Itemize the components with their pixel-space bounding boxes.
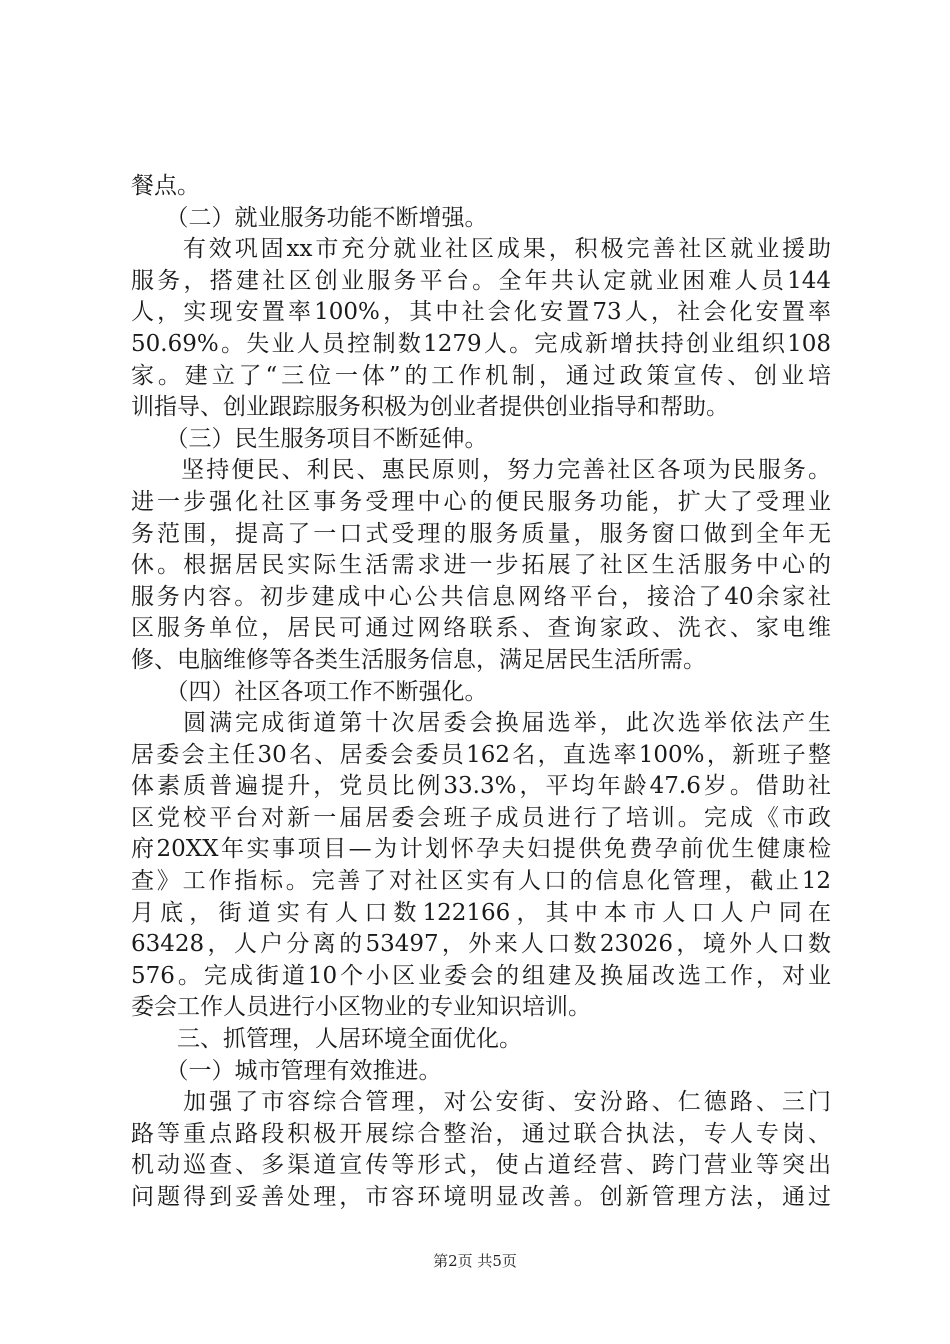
text-line: 有效巩固xx市充分就业社区成果，积极完善社区就业援助 — [131, 236, 831, 263]
text-line: 问题得到妥善处理，市容环境明显改善。创新管理方法，通过 — [131, 1184, 831, 1210]
text-line: 修、电脑维修等各类生活服务信息，满足居民生活所需。 — [131, 646, 706, 673]
text-line: 区党校平台对新一届居委会班子成员进行了培训。完成《市政 — [131, 804, 831, 831]
text-line: 路等重点路段积极开展综合整治，通过联合执法，专人专岗、 — [131, 1120, 831, 1147]
text-line: 训指导、创业跟踪服务积极为创业者提供创业指导和帮助。 — [131, 394, 729, 421]
page-footer — [0, 1250, 950, 1271]
document-body — [131, 171, 831, 1214]
text-line: 居委会主任30名、居委会委员162名，直选率100%，新班子整 — [131, 741, 831, 768]
text-line: 服务内容。初步建成中心公共信息网络平台，接洽了40余家社 — [131, 583, 831, 610]
text-line: 576。完成街道10个小区业委会的组建及换届改选工作，对业 — [131, 962, 831, 989]
text-line: （三）民生服务项目不断延伸。 — [131, 425, 488, 452]
text-line: 圆满完成街道第十次居委会换届选举，此次选举依法产生 — [131, 710, 831, 737]
text-line: 63428，人户分离的53497，外来人口数23026，境外人口数 — [131, 931, 831, 958]
text-line: 餐点。 — [131, 173, 200, 199]
text-line: 休。根据居民实际生活需求进一步拓展了社区生活服务中心的 — [131, 552, 831, 579]
text-line: 务范围，提高了一口式受理的服务质量，服务窗口做到全年无 — [131, 520, 831, 547]
text-line: 服务，搭建社区创业服务平台。全年共认定就业困难人员144 — [131, 267, 831, 294]
text-line: 进一步强化社区事务受理中心的便民服务功能，扩大了受理业 — [131, 488, 831, 515]
text-line: 人，实现安置率100%，其中社会化安置73人，社会化安置率 — [131, 299, 831, 326]
text-line: 加强了市容综合管理，对公安街、安汾路、仁德路、三门 — [131, 1089, 831, 1116]
text-line: 区服务单位，居民可通过网络联系、查询家政、洗衣、家电维 — [131, 615, 831, 642]
text-line: 委会工作人员进行小区物业的专业知识培训。 — [131, 994, 591, 1021]
text-line: 体素质普遍提升，党员比例33.3%，平均年龄47.6岁。借助社 — [131, 773, 831, 800]
text-line: 坚持便民、利民、惠民原则，努力完善社区各项为民服务。 — [131, 457, 831, 484]
text-line: 三、抓管理，人居环境全面优化。 — [131, 1026, 522, 1053]
text-line: （二）就业服务功能不断增强。 — [131, 204, 488, 231]
text-line: 50.69%。失业人员控制数1279人。完成新增扶持创业组织108 — [131, 330, 831, 357]
text-line: 月底，街道实有人口数122166，其中本市人口人户同在 — [131, 899, 831, 926]
text-line: 家。建立了“三位一体”的工作机制，通过政策宣传、创业培 — [131, 362, 831, 389]
text-line: （四）社区各项工作不断强化。 — [131, 678, 488, 705]
text-line: （一）城市管理有效推进。 — [131, 1057, 442, 1084]
text-line: 机动巡查、多渠道宣传等形式，使占道经营、跨门营业等突出 — [131, 1152, 831, 1179]
page-number: 第2页 共5页 — [433, 1252, 517, 1270]
text-line: 查》工作指标。完善了对社区实有人口的信息化管理，截止12 — [131, 868, 831, 895]
text-line: 府20XX年实事项目—为计划怀孕夫妇提供免费孕前优生健康检 — [131, 836, 831, 863]
